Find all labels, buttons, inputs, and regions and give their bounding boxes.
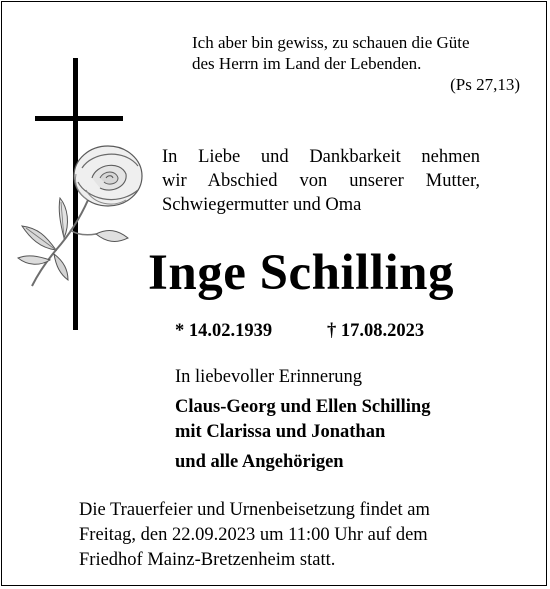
bible-verse [192,32,522,95]
farewell-line-2: wir Abschied von unserer Mutter, [162,171,480,191]
service-line-2: Freitag, den 22.09.2023 um 11:00 Uhr auf dem [79,525,428,545]
service-line-1: Die Trauerfeier und Urnenbeisetzung findet am [79,500,430,520]
service-line-3: Friedhof Mainz-Bretzenheim statt. [79,550,336,570]
farewell-text [162,145,480,217]
verse-line-2: des Herrn im Land der Lebenden. [192,54,422,73]
birth-date: * 14.02.1939 [175,321,273,341]
death-date: † 17.08.2023 [327,321,425,341]
mourner-line-2: mit Clarissa und Jonathan [175,422,386,442]
rose-icon [16,138,148,288]
mourners-block [175,365,495,475]
deceased-name: Inge Schilling [148,245,455,301]
mourner-line-3: und alle Angehörigen [175,452,344,472]
farewell-line-1: In Liebe und Dankbarkeit nehmen [162,147,480,167]
mourners-intro: In liebevoller Erinnerung [175,367,362,387]
farewell-line-3: Schwiegermutter und Oma [162,195,362,215]
mourner-line-1: Claus-Georg und Ellen Schilling [175,397,431,417]
verse-reference: (Ps 27,13) [450,75,520,94]
verse-line-1: Ich aber bin gewiss, zu schauen die Güte [192,33,470,52]
obituary-frame [1,1,547,586]
funeral-service-info [79,498,479,573]
